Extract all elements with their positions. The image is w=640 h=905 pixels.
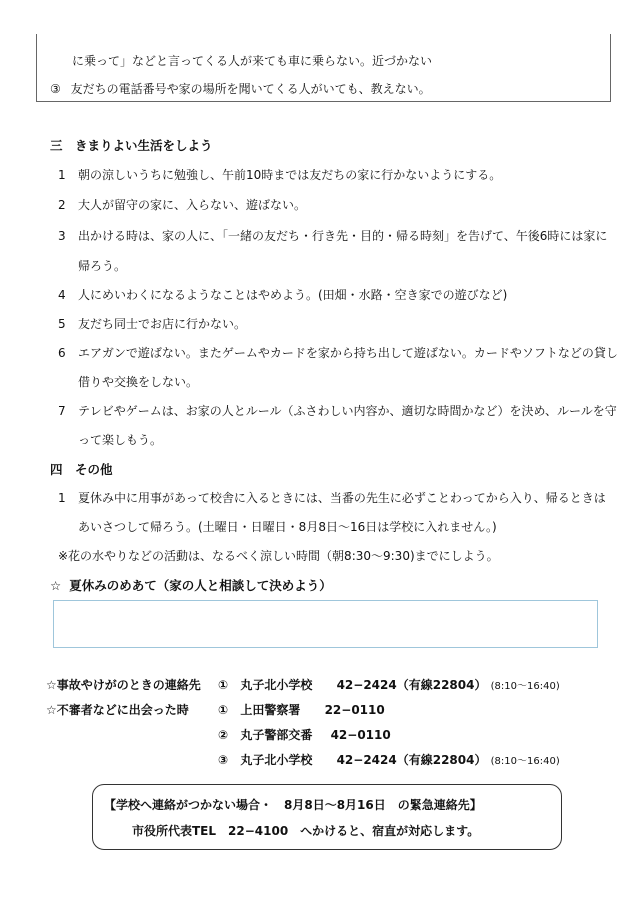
goal-heading xyxy=(50,576,332,594)
contact-marker: ③ xyxy=(218,753,229,767)
emergency-body: 市役所代表TEL 22−4100 へかけると、宿直が対応します。 xyxy=(132,824,480,838)
item-number: 2 xyxy=(58,198,66,212)
contact-hours: (8:10～16:40) xyxy=(490,756,560,767)
contact-marker: ① xyxy=(218,703,229,717)
item-text-continued: って楽しもう。 xyxy=(78,433,163,447)
list-item xyxy=(58,286,507,303)
list-item xyxy=(58,344,618,361)
item-text: 大人が留守の家に、入らない、遊ばない。 xyxy=(78,198,307,212)
item-text: 友だち同士でお店に行かない。 xyxy=(78,317,247,331)
item-number: 5 xyxy=(58,317,66,331)
list-item xyxy=(58,315,246,332)
list-item xyxy=(58,402,617,419)
suspicious-contact-label: ☆不審者などに出会った時 xyxy=(46,703,189,717)
contact-name: 上田警察署 xyxy=(240,703,301,717)
emergency-title: 【学校へ連絡がつかない場合・ 8月8日～8月16日 の緊急連絡先】 xyxy=(104,798,482,812)
list-item xyxy=(58,489,606,506)
emergency-contact-box xyxy=(92,784,562,850)
item-text-continued: 借りや交換をしない。 xyxy=(78,375,199,389)
list-item xyxy=(58,227,607,244)
item-number: 7 xyxy=(58,404,66,418)
section-3-heading: 三 きまりよい生活をしよう xyxy=(50,138,213,153)
section-4-heading: 四 その他 xyxy=(50,462,113,477)
item-number: 1 xyxy=(58,491,66,505)
item-text: 朝の涼しいうちに勉強し、午前10時までは友だちの家に行かないようにする。 xyxy=(78,168,502,182)
contact-marker: ② xyxy=(218,728,229,742)
item-text: 夏休み中に用事があって校舎に入るときには、当番の先生に必ずことわってから入り、帰るときは xyxy=(78,491,606,505)
contact-row xyxy=(218,701,385,718)
item-marker: ③ xyxy=(50,82,61,96)
item-text-continued: 帰ろう。 xyxy=(78,259,127,273)
safety-rule-continuation: に乗って」などと言ってくる人が来ても車に乗らない。近づかない xyxy=(72,54,433,68)
item-text: 人にめいわくになるようなことはやめよう。(田畑・水路・空き家での遊びなど) xyxy=(78,288,508,302)
contact-phone: 42−2424（有線22804） xyxy=(336,753,487,767)
contact-hours: (8:10～16:40) xyxy=(490,681,560,692)
contact-phone: 22−0110 xyxy=(324,703,385,717)
contact-name: 丸子北小学校 xyxy=(240,678,313,692)
item-text: 友だちの電話番号や家の場所を聞いてくる人がいても、教えない。 xyxy=(70,82,431,96)
item-text: エアガンで遊ばない。またゲームやカードを家から持ち出して遊ばない。カードやソフトなどの貸し xyxy=(78,346,618,360)
star-icon: ☆ xyxy=(50,578,62,593)
list-item xyxy=(58,196,306,213)
contact-row xyxy=(218,676,560,693)
contact-name: 丸子北小学校 xyxy=(240,753,313,767)
contact-name: 丸子警部交番 xyxy=(240,728,313,742)
contact-phone: 42−2424（有線22804） xyxy=(336,678,487,692)
contact-row xyxy=(218,751,560,768)
safety-rule-3 xyxy=(50,80,431,97)
goal-title: 夏休みのめあて（家の人と相談して決めよう） xyxy=(69,578,332,593)
contact-marker: ① xyxy=(218,678,229,692)
item-text: テレビやゲームは、お家の人とルール（ふさわしい内容か、適切な時間かなど）を決め、ルールを守 xyxy=(78,404,617,418)
item-text: 出かける時は、家の人に、「一緒の友だち・行き先・目的・帰る時刻」を告げて、午後6時には家に xyxy=(78,229,608,243)
goal-input-box[interactable] xyxy=(53,600,598,648)
note-text: ※花の水やりなどの活動は、なるべく涼しい時間（朝8:30～9:30)までにしよう。 xyxy=(58,549,499,563)
contact-row xyxy=(218,726,391,743)
contact-phone: 42−0110 xyxy=(330,728,391,742)
item-number: 6 xyxy=(58,346,66,360)
item-number: 4 xyxy=(58,288,66,302)
item-text-continued: あいさつして帰ろう。(土曜日・日曜日・8月8日～16日は学校に入れません。) xyxy=(78,520,497,534)
accident-contact-label: ☆事故やけがのときの連絡先 xyxy=(46,678,201,692)
item-number: 3 xyxy=(58,229,66,243)
item-number: 1 xyxy=(58,168,66,182)
list-item xyxy=(58,166,501,183)
